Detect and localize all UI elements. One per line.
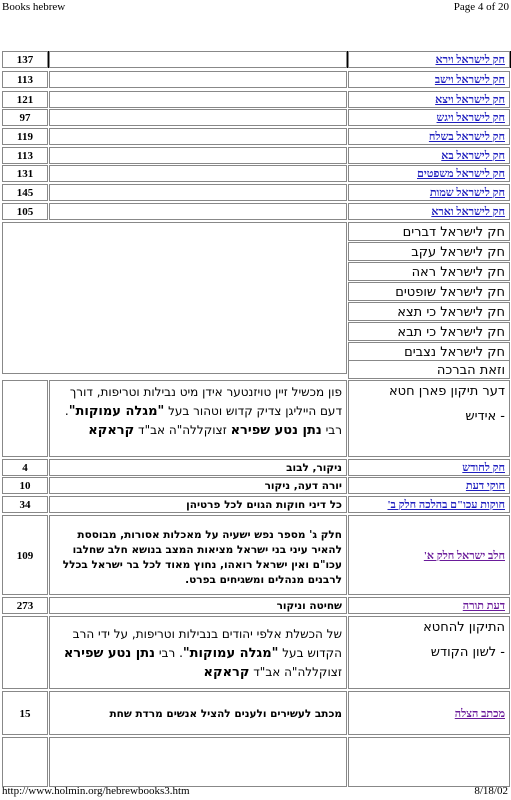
rabbi-name: נתן נטע שפירא — [63, 646, 156, 661]
table-row-num: 273 — [2, 597, 48, 614]
table-row-num: 109 — [2, 515, 48, 595]
table-row-num: 10 — [2, 477, 48, 494]
book-link[interactable]: חק לישראל משפטים — [348, 165, 510, 182]
table-row-desc — [49, 203, 347, 220]
table-row-desc: יורה דעה, ניקור — [49, 477, 347, 494]
desc-text: פון מכשיל זיין טויזנטער אידן מיט נבילות וטריפות, דורך דעם הייליגן צדיק קדוש וטהור בעל — [69, 385, 342, 418]
list-item: חק לישראל עקב — [348, 242, 510, 261]
table-row-num: 137 — [2, 51, 48, 68]
table-row-desc — [49, 184, 347, 201]
empty-cell — [348, 737, 510, 787]
book-name: "מגלה עמוקות" — [68, 404, 165, 419]
desc-text: של הכשלת אלפי יהודים בנבילות וטריפות, על ידי הרב הקדוש בעל — [72, 627, 342, 660]
empty-cell — [2, 737, 48, 787]
empty-cell — [49, 737, 347, 787]
book-link[interactable]: חק לישראל בא — [348, 147, 510, 164]
book-link[interactable]: חק לישראל וירא — [348, 51, 510, 68]
page-number: Page 4 of 20 — [453, 1, 509, 13]
book-link[interactable]: חק לישראל שמות — [348, 184, 510, 201]
book-link[interactable]: חק לישראל בשלח — [348, 128, 510, 145]
tikkun-title: דער תיקון פארן חטא — [388, 384, 505, 399]
table-row-desc: כל דיני חוקות הגוים לכל פרטיהן — [49, 496, 347, 513]
header-title: Books hebrew — [2, 1, 66, 13]
empty-cell — [2, 380, 48, 457]
book-link[interactable]: חק לישראל וארא — [348, 203, 510, 220]
language-label: - לשון הקודש — [430, 645, 505, 660]
table-row-num: 105 — [2, 203, 48, 220]
tikkun-yiddish-description — [49, 380, 347, 457]
list-item: חק לישראל כי תבא — [348, 322, 510, 341]
print-date: 8/18/02 — [474, 785, 508, 797]
book-link[interactable]: חוקי דעת — [348, 477, 510, 494]
page-url: http://www.holmin.org/hebrewbooks3.htm — [2, 785, 190, 797]
city-name: קראקא — [203, 665, 250, 680]
tikkun-title: התיקון להחטא — [423, 620, 505, 635]
desc-text: . רבי — [64, 404, 342, 437]
chalav-description: חלק ג' מספר נפש ישעיה על מאכלות אסורות, מבוססת להאיר עיני בני ישראל מציאות המצב בנושא חלב שחלבו עכו"ם ואין ישראל רואהו, נחוץ מאוד לכל בר ישראל בכלל לרבנים מנהלים ומשגיחים בפרט. — [49, 515, 347, 595]
table-row-num: 97 — [2, 109, 48, 126]
table-row-desc — [49, 71, 347, 88]
table-row-num: 145 — [2, 184, 48, 201]
table-row-desc — [49, 165, 347, 182]
book-link[interactable]: חק לישראל ויצא — [348, 91, 510, 108]
book-link[interactable]: חק לישראל וישב — [348, 71, 510, 88]
books-table — [2, 51, 511, 786]
book-link[interactable]: דעת תורה — [348, 597, 510, 614]
list-item: חק לישראל נצבים — [348, 342, 510, 361]
tikkun-hebrew-description — [49, 616, 347, 689]
table-row-desc — [49, 109, 347, 126]
table-row-num: 113 — [2, 147, 48, 164]
table-row-num: 131 — [2, 165, 48, 182]
list-item: חק לישראל כי תצא — [348, 302, 510, 321]
tikkun-hebrew-title — [348, 616, 510, 689]
table-row-desc — [49, 128, 347, 145]
book-name: "מגלה עמוקות" — [182, 646, 279, 661]
list-item: חק לישראל דברים — [348, 222, 510, 241]
book-link[interactable]: חק לחודש — [348, 459, 510, 476]
book-link[interactable]: חק לישראל ויגש — [348, 109, 510, 126]
desc-text: . רבי — [155, 646, 183, 660]
list-item: חק לישראל ראה — [348, 262, 510, 281]
table-row-desc — [49, 91, 347, 108]
list-item: חק לישראל שופטים — [348, 282, 510, 301]
desc-text: זצוקללה"ה אב"ד — [134, 423, 231, 437]
table-row-num: 4 — [2, 459, 48, 476]
list-item: וזאת הברכה — [348, 360, 510, 379]
table-row-desc: שחיטה וניקור — [49, 597, 347, 614]
page-header — [0, 0, 511, 14]
tikkun-yiddish-title — [348, 380, 510, 457]
empty-cell — [2, 616, 48, 689]
table-row-desc: ניקור, לבוב — [49, 459, 347, 476]
rabbi-name: נתן נטע שפירא — [230, 423, 322, 438]
empty-cell — [2, 222, 347, 374]
city-name: קראקא — [88, 423, 135, 438]
table-row-desc — [49, 51, 347, 68]
table-row-num: 121 — [2, 91, 48, 108]
table-row-num: 15 — [2, 691, 48, 735]
table-row-num: 119 — [2, 128, 48, 145]
table-row-desc — [49, 147, 347, 164]
table-row-desc: מכתב לעשירים ולענים להציל אנשים מרדת שחת — [49, 691, 347, 735]
book-link[interactable]: מכתב הצלה — [348, 691, 510, 735]
book-link[interactable]: חלב ישראל חלק א' — [348, 515, 510, 595]
table-row-num: 34 — [2, 496, 48, 513]
language-label: - אידיש — [465, 409, 505, 424]
book-link[interactable]: חוקות עכו"ם בהלכה חלק ב' — [348, 496, 510, 513]
table-row-num: 113 — [2, 71, 48, 88]
page-footer — [0, 784, 511, 798]
desc-text: זצוקללה"ה אב"ד — [249, 665, 342, 679]
